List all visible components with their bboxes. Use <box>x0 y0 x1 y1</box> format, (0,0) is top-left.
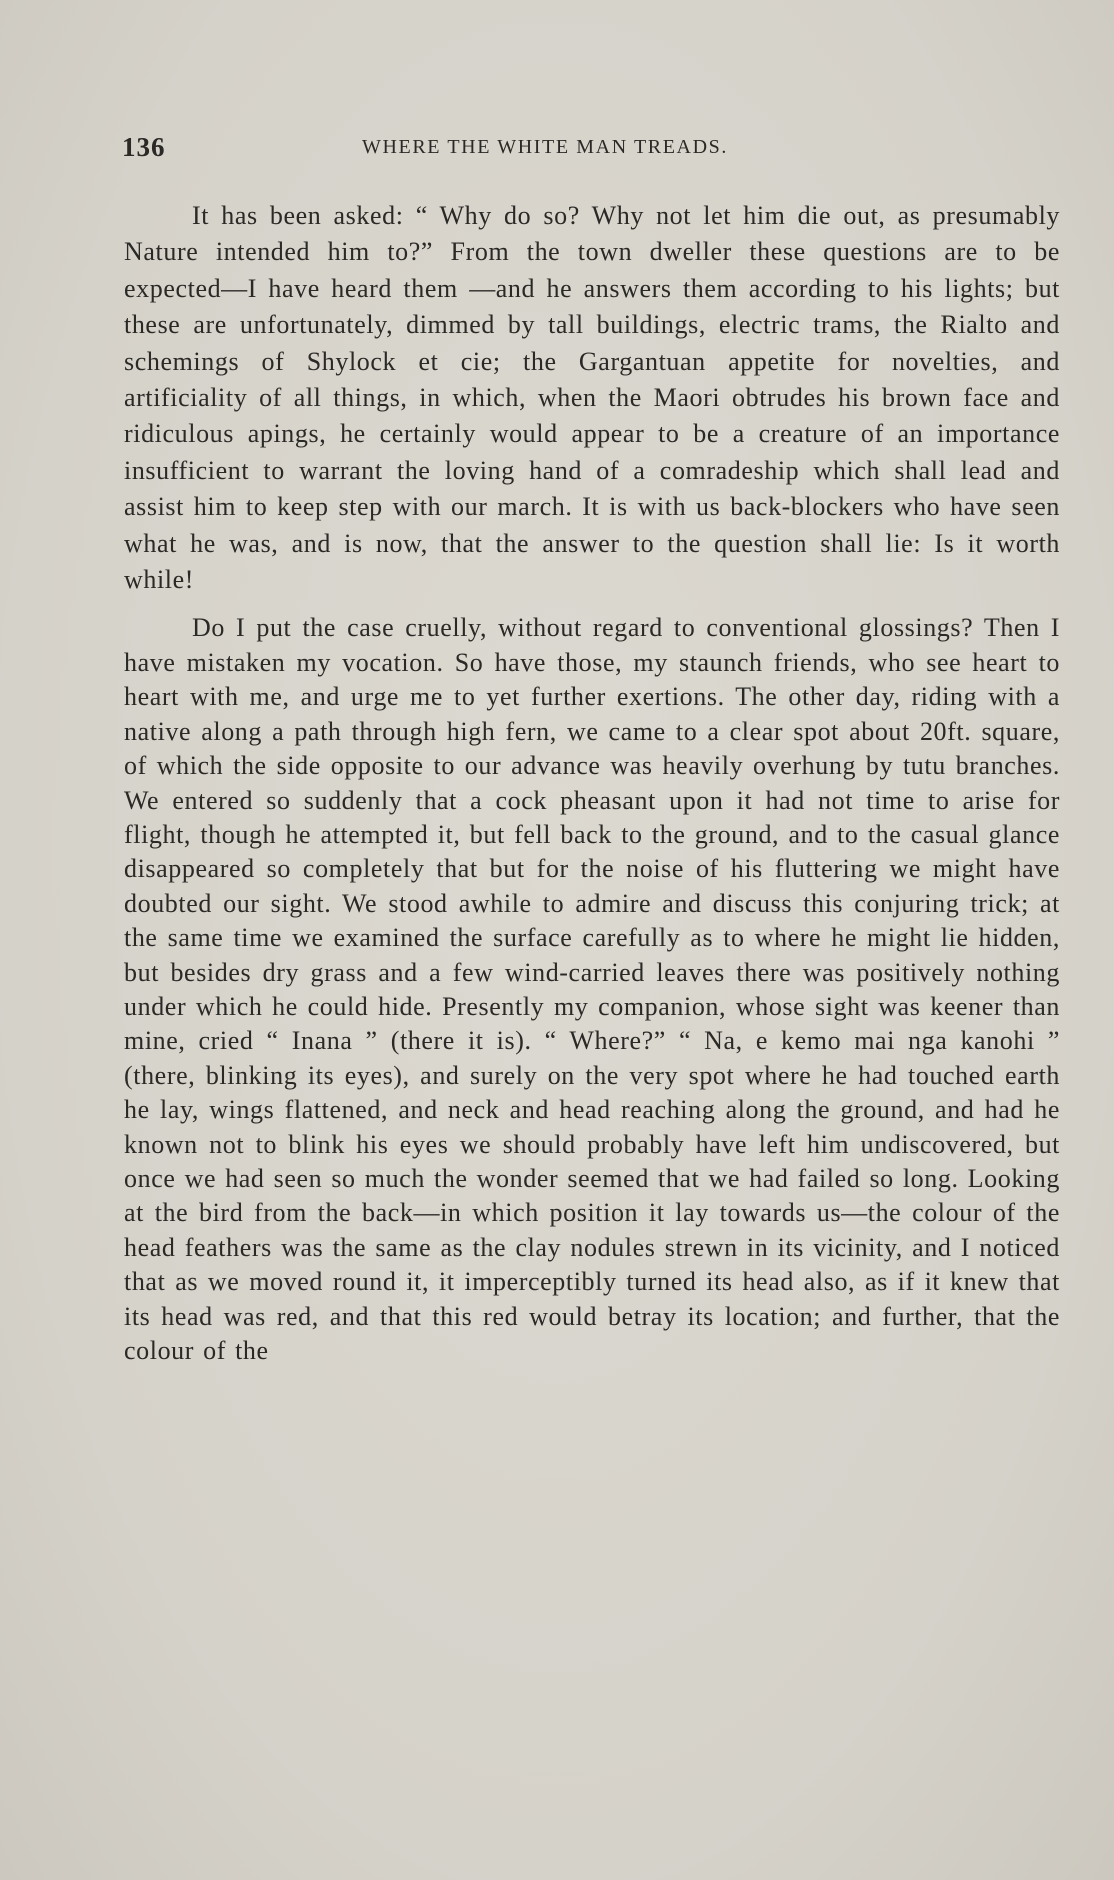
paragraph-2: Do I put the case cruelly, without regard to conventional glossings? Then I have mistaken my vocation. So have those, my staunch friends, who see heart to heart with me, and urge me to yet further exertions. The other day, riding with a native along a path through high fern, we came to a clear spot about 20ft. square, of which the side opposite to our advance was heavily overhung by tutu branches. We entered so suddenly that a cock pheasant upon it had not time to arise for flight, though he attempted it, but fell back to the ground, and to the casual glance disappeared so completely that but for the noise of his fluttering we might have doubted our sight. We stood awhile to admire and discuss this conjuring trick; at the same time we examined the surface carefully as to where he might lie hidden, but besides dry grass and a few wind-carried leaves there was positively nothing under which he could hide. Presently my companion, whose sight was keener than mine, cried “ Inana ” (there it is). “ Where?” “ Na, e kemo mai nga kanohi ” (there, blinking its eyes), and surely on the very spot where he had touched earth he lay, wings flattened, and neck and head reaching along the ground, and had he known not to blink his eyes we should probably have left him undiscovered, but once we had seen so much the wonder seemed that we had failed so long. Looking at the bird from the back—in which position it lay towards us—the colour of the head feathers was the same as the clay nodules strewn in its vicinity, and I noticed that as we moved round it, it imperceptibly turned its head also, as if it knew that its head was red, and that this red would betray its location; and further, that the colour of the <box>124 613 1060 1365</box>
running-head: WHERE THE WHITE MAN TREADS. <box>362 136 728 158</box>
body-text <box>124 198 1060 1368</box>
page-number: 136 <box>122 132 166 162</box>
page-header <box>122 130 1062 166</box>
paragraph-1: It has been asked: “ Why do so? Why not let him die out, as presumably Nature intended him to?” From the town dweller these questions are to be expected—I have heard them —and he answers them according to his lights; but these are unfortunately, dimmed by tall buildings, electric trams, the Rialto and schemings of Shylock et cie; the Gargantuan appetite for novelties, and artificiality of all things, in which, when the Maori obtrudes his brown face and ridiculous apings, he certainly would appear to be a creature of an importance insufficient to warrant the loving hand of a comradeship which shall lead and assist him to keep step with our march. It is with us back-blockers who have seen what he was, and is now, that the answer to the question shall lie: Is it worth while! <box>124 201 1060 595</box>
